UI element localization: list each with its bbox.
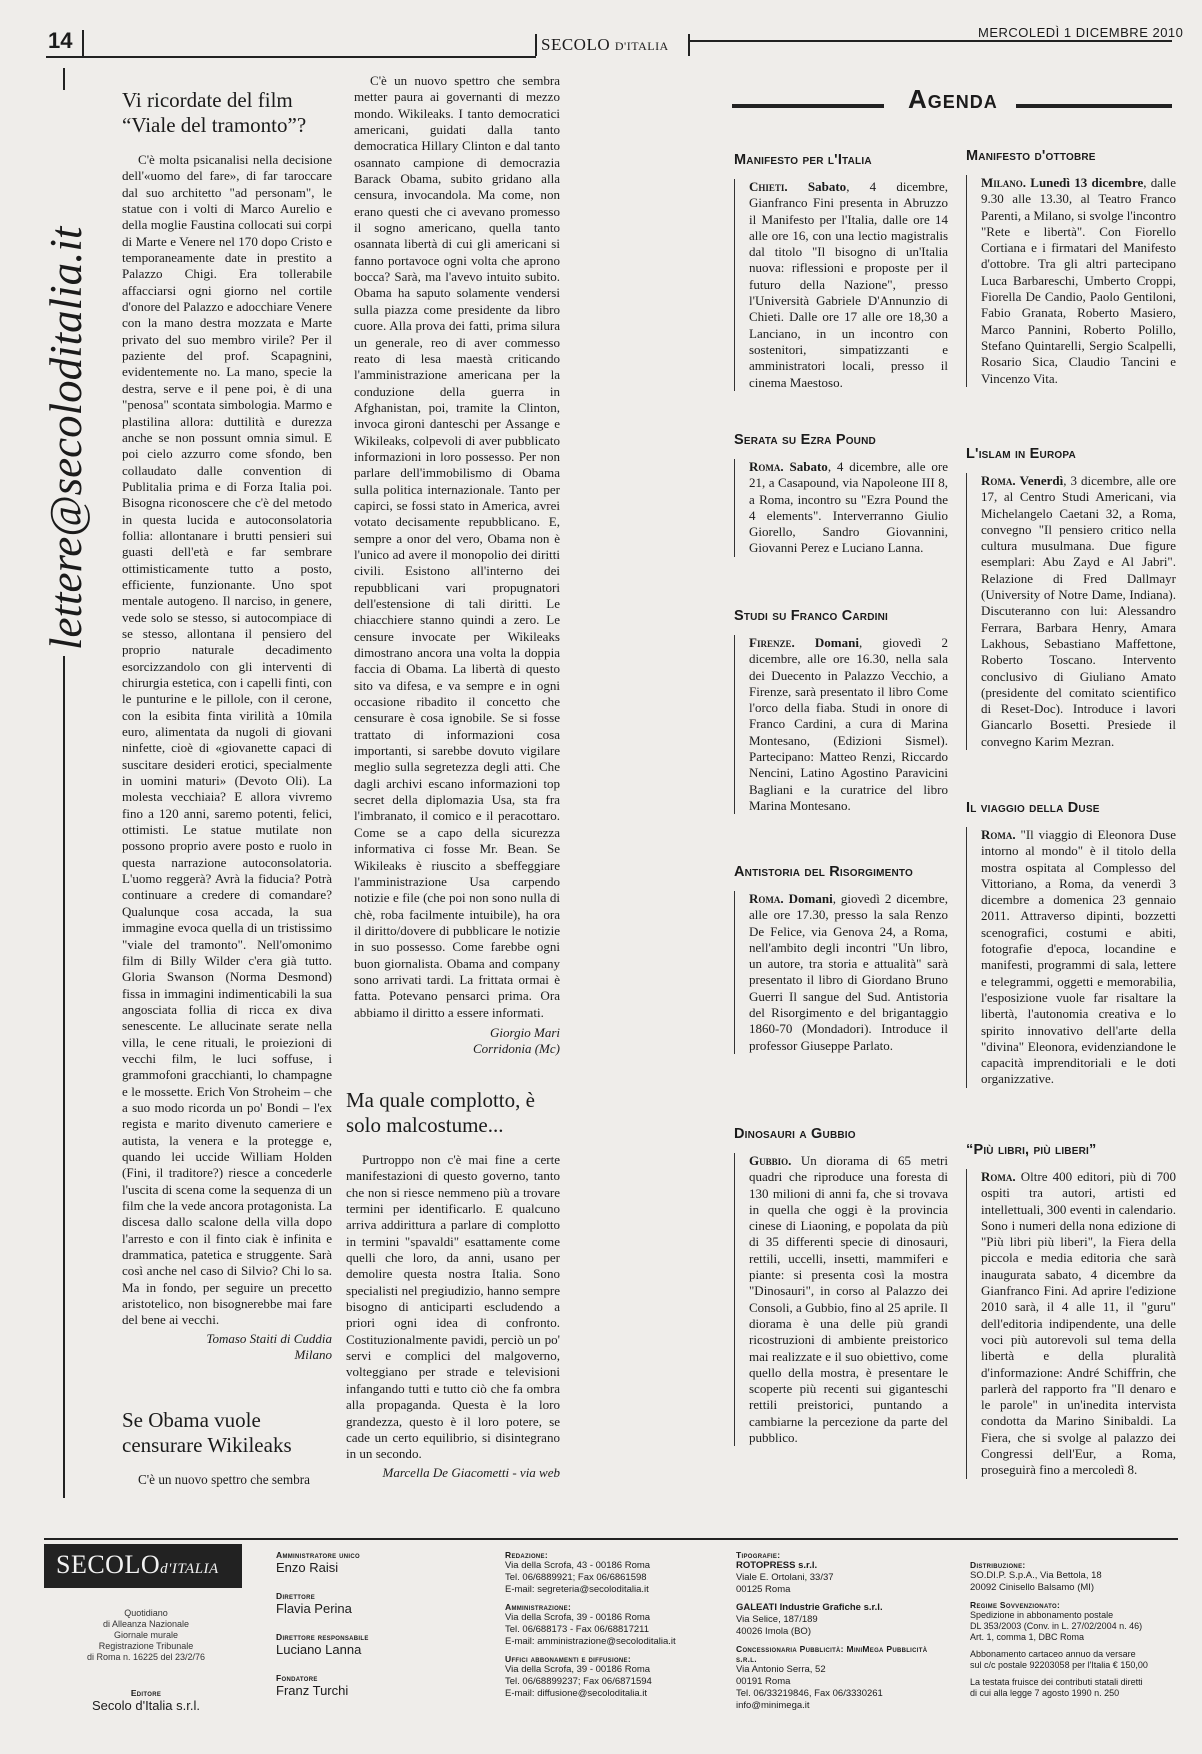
side-email[interactable]: lettere@secoloditalia.it xyxy=(38,90,94,656)
letter-complotto xyxy=(346,1088,560,1481)
letter-city: Milano xyxy=(294,1346,332,1362)
agenda-rule-right xyxy=(1016,104,1172,108)
letter-author: Tomaso Staiti di Cuddia xyxy=(206,1330,332,1346)
agenda-item-piu-libri xyxy=(966,1142,1176,1479)
agenda-item-manifesto-ottobre xyxy=(966,148,1176,387)
letter-title: Ma quale complotto, è solo malcostume... xyxy=(346,1088,535,1137)
letter-obama-wikileaks-body xyxy=(354,73,560,1056)
colophon-redazione: Redazione: Via della Scrofa, 43 - 00186 Roma Tel. 06/6889921; Fax 06/6861598 E-mail: segreteria@secoloditalia.it Amministrazione: Via della Scrofa, 39 - 00186 Roma Tel. 06/688173 - Fax 06/68817211 E-mail: amministrazione@secoloditalia.it Uffici abbonamenti e diffusione: Via della Scrofa, 39 - 00186 Roma Tel. 06/68899237; Fax 06/6871594 E-mail: diffusione@secoloditalia.it xyxy=(505,1550,676,1699)
agenda-item-head: Manifesto d'ottobre xyxy=(966,148,1096,164)
agenda-item-ezra-pound xyxy=(734,432,948,557)
agenda-item-head: Il viaggio della Duse xyxy=(966,800,1100,816)
agenda-item-franco-cardini xyxy=(734,608,948,814)
agenda-item-head: Serata su Ezra Pound xyxy=(734,432,876,448)
colophon-logo xyxy=(44,1544,242,1588)
masthead-main: SECOLO xyxy=(541,35,611,54)
header-rule-right xyxy=(688,40,1172,42)
colophon-tagline: Quotidiano di Alleanza Nazionale Giornale murale Registrazione Tribunale di Roma n. 16225 del 23/2/76 xyxy=(86,1608,206,1662)
agenda-item-head: Dinosauri a Gubbio xyxy=(734,1126,856,1142)
colophon-logo-text: SECOLOd'ITALIA xyxy=(56,1550,219,1579)
colophon-tipografie: Tipografie: ROTOPRESS s.r.l. Viale E. Ortolani, 33/37 00125 Roma GALEATI Industrie Grafiche s.r.l. Via Selice, 187/189 40026 Imola (BO) Concessionaria Pubblicità: MiniMega Pubblicità s.r.l. Via Antonio Serra, 52 00191 Roma Tel. 06/33219846, Fax 06/3330261 info@minimega.it xyxy=(736,1550,928,1711)
letter-city: Corridonia (Mc) xyxy=(472,1040,560,1056)
masthead-bar-left xyxy=(535,34,537,56)
header-rule-left xyxy=(46,56,536,58)
letter-viale-del-tramonto xyxy=(122,88,332,1363)
agenda-item-body: Roma. Oltre 400 editori, più di 700 ospiti tra autori, artisti ed intellettuali, 300 eventi in calendario. Sono i numeri della nona edizione di "Più libri più liberi", la Fiera della piccola e media editoria che sarà inaugurata sabato, 4 dicembre da Gianfranco Fini. Ad aprire l'edizione 2010 sarà, il 4 alle 11, il "guru" dell'editoria indipendente, una delle voci più autorevoli sul tema della libertà e della pluralità d'informazione: André Schiffrin, che parlerà del rapporto fra "Il denaro e le parole" in un'inedita intervista condotta da Marino Sinibaldi. La Fiera, che si svolge al palazzo dei Congressi dell'Eur, a Roma, proseguirà fino a mercoledì 8. xyxy=(966,1169,1176,1479)
letter-obama-wikileaks-head xyxy=(122,1408,332,1489)
agenda-rule-left xyxy=(732,104,884,108)
colophon-distribuzione: Distribuzione: SO.DI.P. S.p.A., Via Bettola, 18 20092 Cinisello Balsamo (MI) Regime Sovvenzionato: Spedizione in abbonamento postale DL 353/2003 (Conv. in L. 27/02/2004 n. 46) Art. 1, comma 1, DBC Roma Abbonamento cartaceo annuo da versare sul c/c postale 92203058 per l'Italia € 150,00 La testata fruisce dei contributi statali diretti di cui alla legge 7 agosto 1990 n. 250 xyxy=(970,1560,1148,1698)
agenda-item-head: “Più libri, più liberi” xyxy=(966,1142,1097,1158)
letter-body: Purtroppo non c'è mai fine a certe manifestazioni di questo governo, tanto che non si riesce nemmeno più a trovare termini per identificarlo. E qualcuno arriva addirittura a parlare di complotto in termini "spavaldi" esattamente come quelli che loro, da anni, usano per demolire questa nostra Italia. Sono specialisti nel pregiudizio, hanno sempre bisogno di anticiparti escludendo a priori ogni idea di confronto. Costituzionalmente pavidi, perciò un po' servi e complici del malgoverno, volteggiano per strade e televisioni infangando tutti e tutto ciò che fa ombra alla propaganda. Questa è la loro grandezza, questo è il loro potere, se cade un certo equilibrio, si disintegrano in un secondo. xyxy=(346,1152,560,1462)
colophon-top-rule xyxy=(44,1538,1178,1540)
masthead-sub: D'ITALIA xyxy=(614,39,669,53)
letter-title: Vi ricordate del film “Viale del tramonto”? xyxy=(122,88,307,137)
letter-author: Giorgio Mari xyxy=(490,1024,560,1040)
agenda-item-body: Roma. Domani, giovedì 2 dicembre, alle ore 17.30, presso la sala Renzo De Felice, via Genova 24, a Roma, nell'ambito degli incontri "Un libro, un autore, tra storia e attualità" sarà presentato il libro di Giordano Bruno Guerri Il sangue del Sud. Antistoria del Risorgimento e del brigantaggio 1860-70 (Mondadori). Introduce il professor Giuseppe Parlato. xyxy=(734,891,948,1054)
agenda-item-body: Gubbio. Un diorama di 65 metri quadri che riproduce una foresta di 130 milioni di anni fa, che si trovava in quella che oggi è la provincia cinese di Liaoning, e popolata da più di 35 differenti specie di dinosauri, rettili, uccelli, insetti, mammiferi e piante: si presenta così la mostra "Dinosauri", in corso al Palazzo dei Consoli, a Gubbio, fino al 25 aprile. Il diorama è una delle più grandi ricostruzioni di ambiente preistorico mai realizzate e il suo obiettivo, come quello della mostra, è presentare le scoperte più recenti sui giganteschi rettili preistorici, puntando a cambiarne la percezione da parte del pubblico. xyxy=(734,1153,948,1446)
letter-body-start: C'è un nuovo spettro che sembra xyxy=(138,1472,310,1487)
agenda-item-head: Studi su Franco Cardini xyxy=(734,608,889,624)
masthead xyxy=(541,35,669,55)
page-number: 14 xyxy=(48,28,73,53)
agenda-item-body: Roma. Venerdì, 3 dicembre, alle ore 17, al Centro Studi Americani, via Michelangelo Caetani 32, a Roma, convegno "Il pensiero critico nella cultura musulmana. Due figure esemplari: Abu Zayd e Al Jabri". Relazione di Fred Dallmayr (University of Notre Dame, Indiana). Discuteranno con lui: Alessandro Ferrara, Barbara Henry, Amara Lakhous, Sebastiano Maffettone, Roberto Toscano. Intervento conclusivo di Giuliano Amato (presidente del comitato scientifico di Reset-Doc). Introduce i lavori Giancarlo Bosetti. Presiede il convegno Karim Mezran. xyxy=(966,473,1176,750)
agenda-item-body: Roma. "Il viaggio di Eleonora Duse intorno al mondo" è il titolo della mostra ospitata al Complesso del Vittoriano, a Roma, da venerdì 3 dicembre a domenica 23 gennaio 2011. Attraverso dipinti, bozzetti scenografici, costumi e abiti, fotografie d'epoca, locandine e manifesti, programmi di sala, lettere e telegrammi, oggetti e memorabilia, l'esposizione vuole far risaltare la libertà, l'autonomia creativa e lo spirito innovativo dell'arte della "divina" Eleonora, evidenziandone le capacità imprenditoriali e le doti organizzative. xyxy=(966,827,1176,1088)
letter-author: Marcella De Giacometti - via web xyxy=(382,1464,560,1480)
page-date: MERCOLEDÌ 1 DICEMBRE 2010 xyxy=(978,25,1184,40)
side-email-wrap xyxy=(38,96,94,656)
agenda-item-islam-europa xyxy=(966,446,1176,750)
agenda-item-head: L'islam in Europa xyxy=(966,446,1076,462)
letter-body: C'è molta psicanalisi nella decisione dell'«uomo del fare», di far taroccare dal suo architetto "ad personam", le statue con i volti di Marco Aurelio e della moglie Faustina collocati sui corpi di Marte e Venere nel 170 dopo Cristo e temporaneamente date in prestito a Palazzo Chigi. Era tollerabile affacciarsi ogni giorno nel cortile d'onore del Palazzo e adocchiare Venere con la mano destra mozzata e Marte privato del suo membro virile? Per il paziente del prof. Scapagnini, evidentemente no. La mano, specie la destra, serve e il pene poi, è di una "penosa" scontata simbologia. Marmo e plastilina allora: duttilità e durezza anche se non possunt omnia simul. E poi cielo azzurro come sfondo, ben collaudato dalle convention di Publitalia prima e di Forza Italia poi. Bisogna riconoscere che c'è del metodo in questa lucida e autoconsolatoria follia: allontanare i brutti pensieri sui guasti dell'età e far sembrare ottimisticamente tutto a posto, efficiente, funzionante. Uno spot mentale autogeno. Il narciso, in genere, vede solo se stesso, si autocompiace di se stesso, allontana il pensiero del proprio naturale decadimento esorcizzandolo con gli interventi di chirurgia estetica, con i capelli finti, con le punturine e le pillole, con il cerone, con la esibita finta virilità a 10mila euro, alimentata da nugoli di giovani ninfette, cioè di «giovanette capaci di suscitare desideri erotici, specialmente in uomini maturi» (Devoto Oli). La molesta vecchiaia? E allora vivremo fino a 120 anni, saremo potenti, felici, ottimisti. Le statue mutilate non possono proprio avere posto e ruolo in questa narrazione autoconsolatoria. L'uomo reggerà? Avrà la fiducia? Potrà continuare a credere di comandare? Qualunque cosa accada, la sua immagine evoca quella di un tristissimo "viale del tramonto". Nell'omonimo film di Billy Wilder c'era già tutto. Gloria Swanson (Norma Desmond) fissa in immagini indimenticabili la sua angosciata follia di ricca ex diva senescente. Le allucinate serate nella villa, le cene rituali, le proiezioni di vecchi film, le luci soffuse, i grammofoni gracchianti, lo champagne e le mossette. Erich Von Stroheim – che a suo modo ricorda un po' Bondi – l'ex regista e marito divenuto cameriere e autista, la venera e la protegge e, quando lei uccide William Holden (Fini, il traditore?) riesce a concederle l'uscita di scena come la sequenza di un film che la vede ancora protagonista. La discesa dallo scalone della villa dopo l'arresto e con il finto ciak è infinita e drammatica, patetica e struggente. Sarà così anche nel caso di Silvio? Chi lo sa. Ma in fondo, per seguire un precetto aristotelico, non bisognerebbe mai fare del bene ai vecchi. xyxy=(122,152,332,1328)
agenda-item-body: Milano. Lunedì 13 dicembre, dalle 9.30 alle 13.30, al Teatro Franco Parenti, a Milano, si svolge l'incontro "Rete e libertà". Con Fiorello Cortiana e i firmatari del Manifesto d'ottobre. Tra gli altri partecipano Luca Barbareschi, Umberto Croppi, Fiorella De Candio, Paolo Gentiloni, Fabio Granata, Roberto Masiero, Marco Pannini, Roberto Polillo, Stefano Quintarelli, Sergio Scalpelli, Rosario Sica, Claudio Tancini e Vincenzo Vita. xyxy=(966,175,1176,387)
letter-title: Se Obama vuole censurare Wikileaks xyxy=(122,1408,292,1457)
agenda-item-viaggio-duse xyxy=(966,800,1176,1088)
letter-body: C'è un nuovo spettro che sembra metter paura ai governanti di mezzo mondo. Wikileaks. I tanto democratici americani, guidati dalla tanto democratica Hillary Clinton e dal tanto osannato campione di democrazia Barack Obama, subito gridano alla censura, invocandola. Ma come, non erano questi che ci avevano promesso il sogno americano, quella tanto osannata libertà di cui gli americani si fanno portavoce ogni volta che aprono bocca? Sarà, ma l'avevo intuito subito. Obama ha saputo solamente vendersi sulla piazza come presidente da libro cuore. Alla prova dei fatti, prima silura un generale, reo di aver commesso reato di lesa maestà criticando l'amministrazione americana per la conduzione della guerra in Afghanistan, poi, tramite la Clinton, invoca gironi danteschi per Assange e Wikileaks, colpevoli di aver pubblicato informazioni in loro possesso. Per non parlare dell'immobilismo di Obama sulla politica internazionale. Tanto per capirci, se fossi stato in America, avrei votato decisamente repubblicano. E, sempre a onor del vero, Obama non è l'unico ad avere il monopolio dei diritti civili. Esistono all'interno dei repubblicani vari propugnatori dell'estensione di tali diritti. Le chiacchiere stanno quindi a zero. Le censure invocate per Wikileaks dimostrano ancora una volta la doppia faccia di Obama. La libertà di questo sito va difesa, e va sempre e in ogni occasione ribadito il concetto che censurare è cosa ignobile. Se si fosse trattato di informazioni cosa importanti, si sarebbe dovuto vigilare meglio sulla segretezza degli atti. Che dagli archivi escano informazioni top secret della diplomazia Usa, sta fra l'imbranato, il comico e il peracottaro. Come se a capo della sicurezza informativa ci fosse Mr. Bean. Se Wikileaks è riuscito a sbeffeggiare l'amministrazione Usa carpendo notizie e file (che poi non sono nulla di chè, roba facilmente intuibile), ha ora il diritto/dovere di pubblicare le notizie in suo possesso. Come farebbe ogni buon giornalista. Obama and company sono arrivati tardi. La frittata ormai è fatta. Potevano pensarci prima. Ora abbiamo il diritto a essere informati. xyxy=(354,73,560,1020)
agenda-item-body: Roma. Sabato, 4 dicembre, alle ore 21, a Casapound, via Napoleone III 8, a Roma, incontro su "Ezra Pound the 4 elements". Interverranno Giulio Giorello, Sandro Giovannini, Giovanni Perez e Luciano Lanna. xyxy=(734,459,948,557)
colophon-editore: Editore Secolo d'Italia s.r.l. xyxy=(92,1688,200,1713)
agenda-item-head: Antistoria del Risorgimento xyxy=(734,864,914,880)
masthead-bar-right xyxy=(688,34,690,56)
agenda-item-head: Manifesto per l'Italia xyxy=(734,152,872,168)
agenda-item-antistoria xyxy=(734,864,948,1054)
agenda-item-body: Firenze. Domani, giovedì 2 dicembre, alle ore 16.30, nella sala dei Duecento in Palazzo Vecchio, a Firenze, sarà presentato il libro Come l'orco della fiaba. Studi in onore di Franco Cardini, a cura di Marina Montesano, (Edizioni Sismel). Partecipano: Matteo Renzi, Riccardo Nencini, Latino Agostino Paravicini Bagliani e la curatrice del libro Marina Montesano. xyxy=(734,635,948,814)
page-header xyxy=(0,0,1202,60)
agenda-item-dinosauri xyxy=(734,1126,948,1446)
page-number-rule xyxy=(82,30,84,56)
agenda-item-manifesto-italia xyxy=(734,152,948,391)
agenda-item-body: Chieti. Sabato, 4 dicembre, Gianfranco Fini presenta in Abruzzo il Manifesto per l'Italia, dalle ore 14 alle ore 16, con una lectio magistralis dal titolo "Il bisogno di un'Italia nuova: riflessioni e proposte per il futuro della Nazione", presso l'Università Gabriele D'Annunzio di Chieti. Dalle ore 17 alle ore 18,30 a Lanciano, in un incontro con sostenitori, simpatizzanti e amministratori locali, presso il cinema Maestoso. xyxy=(734,179,948,391)
colophon-staff: Amministratore unico Enzo Raisi Direttore Flavia Perina Direttore responsabile Luciano Lanna Fondatore Franz Turchi xyxy=(276,1550,369,1698)
agenda-title: Agenda xyxy=(908,84,998,114)
